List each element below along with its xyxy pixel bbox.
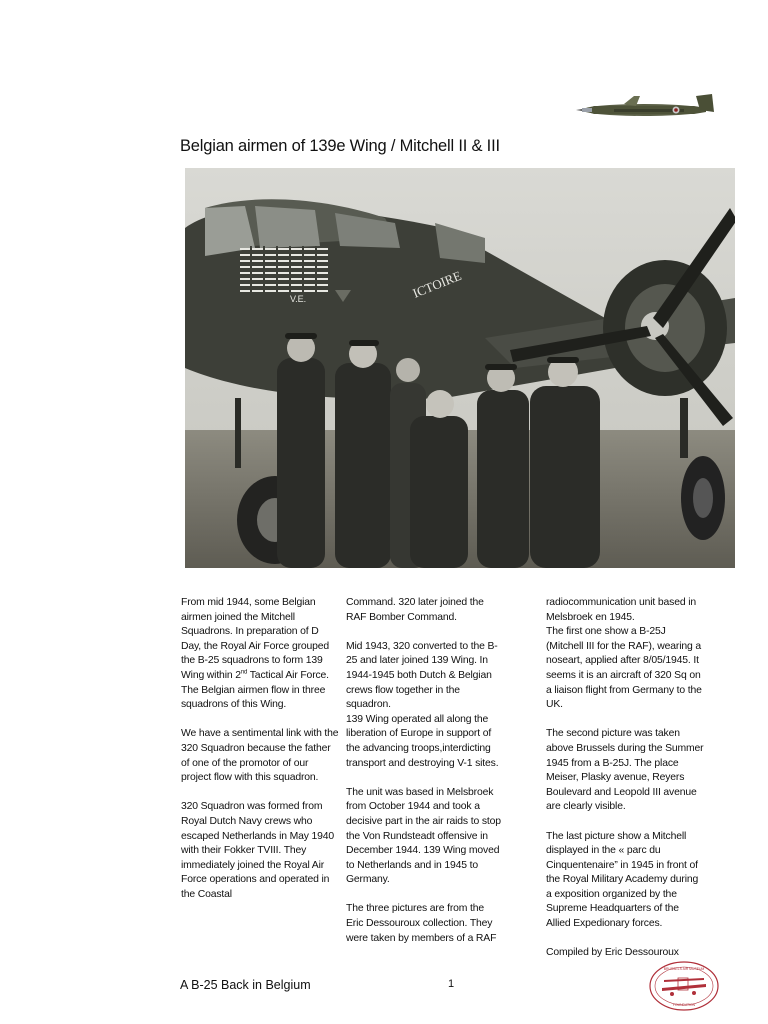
paragraph: Compiled by Eric Dessouroux [546, 947, 679, 959]
page-number: 1 [448, 978, 455, 990]
paragraph: Mid 1943, 320 converted to the B-25 and later joined 139 Wing. In 1944-1945 both Dutch & Belgian crews flow together in the squadron. [346, 640, 498, 711]
paragraph: The three pictures are from the Eric Dessouroux collection. They were taken by members of a RAF [346, 903, 497, 944]
paragraph: From mid 1944, some Belgian airmen joined the Mitchell Squadrons. In preparation of D Day, the Royal Air Force grouped the B-25 squadrons to form 139 Wing within 2nd Tactical Air Force. The Belgian airmen flow in three squadrons of this Wing. [181, 597, 330, 711]
paragraph: The first one show a B-25J (Mitchell III for the RAF), wearing a noseart, applied after 8/05/1945. It seems it is an aircraft of 320 Sq on a liaison flight from Germany to the UK. [546, 626, 702, 711]
text-column-3 [546, 596, 704, 975]
paragraph: 320 Squadron was formed from Royal Dutch Navy crews who escaped Netherlands in May 1940 with their Fokker TVIII. They immediately joined the Royal Air Force operations and operated in the Coastal [181, 801, 335, 900]
footer-title: A B-25 Back in Belgium [180, 978, 311, 992]
museum-foundation-logo [648, 960, 720, 1012]
paragraph: The last picture show a Mitchell displayed in the « parc du Cinquentenaire” in 1945 in front of the Royal Military Academy during a exposition organized by the Supreme Headquarters of the Allied Expedionary forces. [546, 830, 699, 930]
text-column-2 [346, 596, 504, 961]
text-column-1 [181, 596, 339, 917]
b25-aircraft-icon [574, 88, 722, 128]
svg-text:ICTOIRE: ICTOIRE [410, 267, 464, 301]
airmen-photo [185, 168, 735, 568]
paragraph: 139 Wing operated all along the liberation of Europe in support of the advancing troops,interdicting transport and destroying V-1 sites. [346, 713, 499, 769]
paragraph: We have a sentimental link with the 320 Squadron because the father of one of the promotor of our project flow with this squadron. [181, 728, 339, 784]
paragraph: The unit was based in Melsbroek from October 1944 and took a decisive part in the air raids to stop the Von Rundsteadt offensive in December 1944. 139 Wing moved to Netherlands and in 1945 to Germany. [346, 786, 501, 886]
paragraph: The second picture was taken above Brussels during the Summer 1945 from a B-25J. The place Meiser, Plasky avenue, Reyers Boulevard and Leopold III avenue are clearly visible. [546, 728, 704, 813]
page-title: Belgian airmen of 139e Wing / Mitchell II & III [180, 137, 500, 155]
paragraph: radiocommunication unit based in Melsbroek en 1945. [546, 597, 696, 623]
svg-text:BRUSSELS AIR MUSEUM: BRUSSELS AIR MUSEUM [663, 967, 705, 971]
paragraph: Command. 320 later joined the RAF Bomber Command. [346, 597, 484, 623]
svg-text:FOUNDATION: FOUNDATION [672, 1003, 696, 1007]
svg-text:V.E.: V.E. [290, 294, 307, 304]
